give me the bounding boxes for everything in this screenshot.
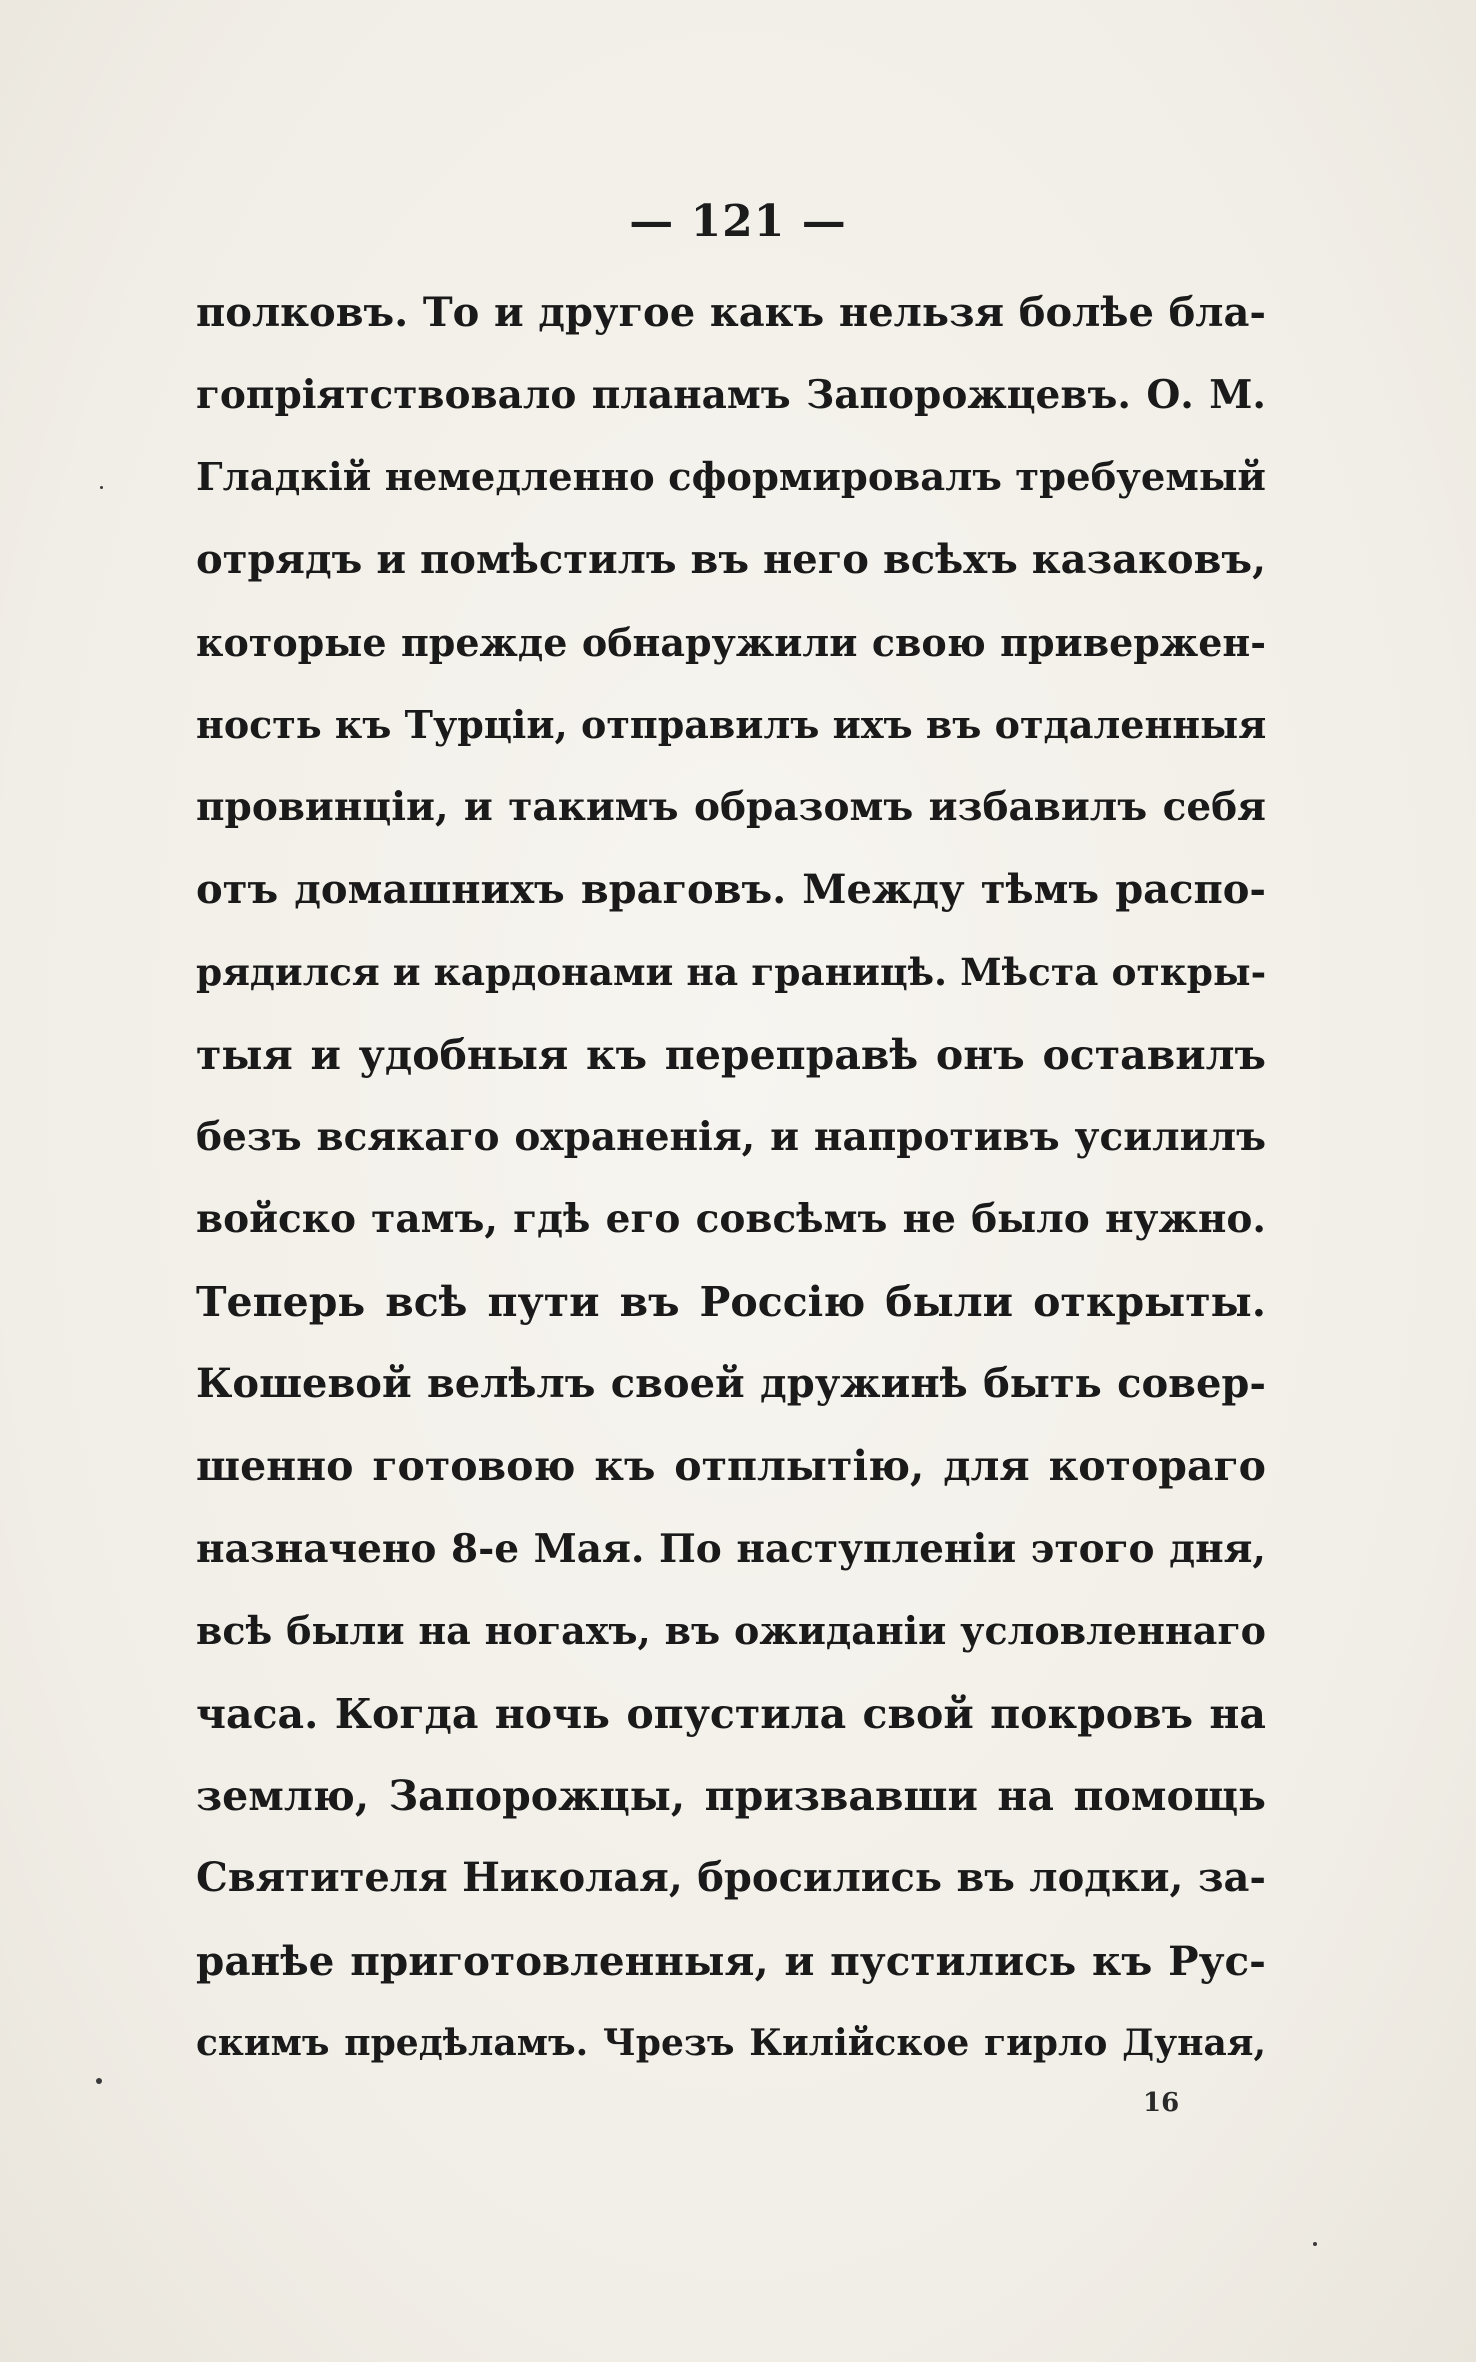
text-line: рядился и кардонами на границѣ. Мѣста откры- bbox=[196, 950, 1267, 995]
text-line: безъ всякаго охраненія, и напротивъ усилилъ bbox=[196, 1113, 1266, 1160]
text-line: войско тамъ, гдѣ его совсѣмъ не было нужно. bbox=[196, 1196, 1266, 1243]
text-line: гопріятствовало планамъ Запорожцевъ. О. М. bbox=[196, 372, 1266, 419]
text-line: отрядъ и помѣстилъ въ него всѣхъ казаковъ, bbox=[196, 536, 1266, 584]
text-line: ность къ Турціи, отправилъ ихъ въ отдаленныя bbox=[196, 701, 1267, 747]
text-line: Кошевой велѣлъ своей дружинѣ быть совер- bbox=[196, 1360, 1266, 1408]
text-line: полковъ. То и другое какъ нельзя болѣе бла- bbox=[196, 289, 1266, 336]
text-line: назначено 8-е Мая. По наступленіи этого дня, bbox=[196, 1525, 1266, 1572]
dust-speck bbox=[1313, 2242, 1317, 2246]
text-line: отъ домашнихъ враговъ. Между тѣмъ распо- bbox=[196, 865, 1266, 913]
text-line: ранѣе приготовленныя, и пустились къ Рус- bbox=[196, 1936, 1266, 1985]
dust-speck bbox=[96, 2078, 102, 2084]
text-line: которые прежде обнаружили свою привержен- bbox=[196, 619, 1266, 665]
body-text bbox=[196, 272, 1266, 2085]
text-line: шенно готовою къ отплытію, для котораго bbox=[196, 1442, 1266, 1491]
page-number: — 121 — bbox=[629, 196, 847, 247]
text-line: Святителя Николая, бросились въ лодки, за- bbox=[196, 1854, 1266, 1902]
dust-speck bbox=[100, 486, 103, 489]
text-line: тыя и удобныя къ переправѣ онъ оставилъ bbox=[196, 1030, 1266, 1079]
text-line: Гладкій немедленно сформировалъ требуемый bbox=[196, 454, 1266, 500]
text-line: землю, Запорожцы, призвавши на помощь bbox=[196, 1772, 1266, 1821]
text-line: часа. Когда ночь опустила свой покровъ на bbox=[196, 1689, 1266, 1738]
text-line: Теперь всѣ пути въ Россію были открыты. bbox=[196, 1277, 1266, 1326]
text-line: скимъ предѣламъ. Чрезъ Килійское гирло Дуная, bbox=[196, 2022, 1266, 2065]
text-line: провинціи, и такимъ образомъ избавилъ себя bbox=[196, 784, 1266, 831]
signature-mark: 16 bbox=[1143, 2088, 1180, 2118]
text-line: всѣ были на ногахъ, въ ожиданіи условленнаго bbox=[196, 1608, 1266, 1654]
